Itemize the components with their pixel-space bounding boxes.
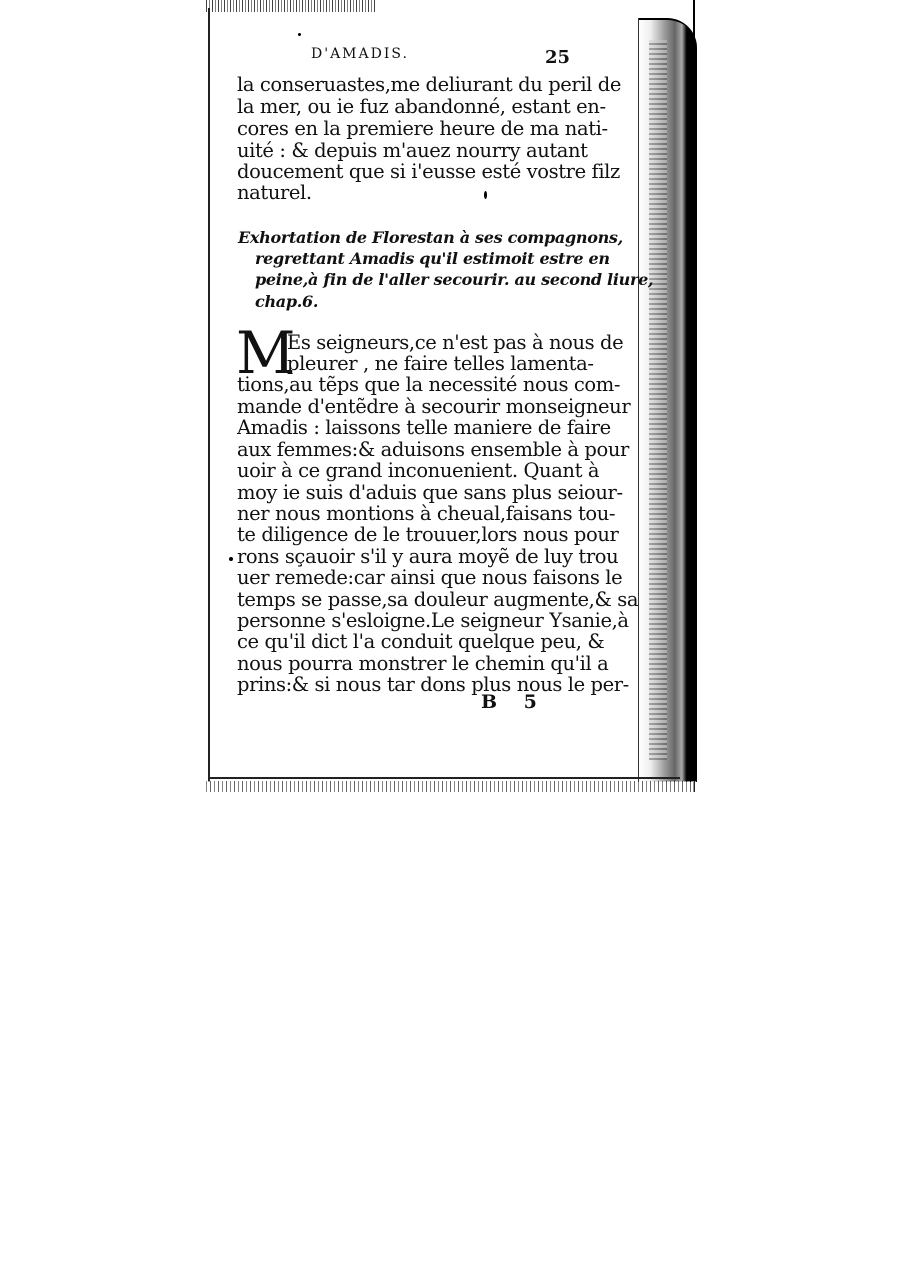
chapter-heading-line: Exhortation de Florestan à ses compagnons,: [238, 228, 623, 247]
text-line: naturel.: [237, 181, 312, 204]
text-line: te diligence de le trouuer,lors nous pour: [237, 523, 619, 546]
chapter-heading-line: chap.6.: [255, 292, 319, 311]
ink-speck: [229, 557, 233, 561]
running-title: D'AMADIS.: [311, 46, 409, 62]
text-line: tions,au tẽps que la necessité nous com-: [237, 373, 621, 396]
text-line: pleurer , ne faire telles lamenta-: [287, 352, 594, 375]
text-line: Es seigneurs,ce n'est pas à nous de: [287, 331, 624, 354]
text-line: la mer, ou ie fuz abandonné, estant en-: [237, 95, 606, 118]
text-line: temps se passe,sa douleur augmente,& sa: [237, 588, 639, 611]
text-line: personne s'esloigne.Le seigneur Ysanie,à: [237, 609, 629, 632]
chapter-heading-line: regrettant Amadis qu'il estimoit estre en: [255, 249, 610, 268]
ink-speck: [484, 191, 487, 199]
page-number: 25: [545, 47, 571, 68]
text-line: moy ie suis d'aduis que sans plus seiour-: [237, 481, 623, 504]
text-line: uer remede:car ainsi que nous faisons le: [237, 566, 623, 589]
text-line: rons sçauoir s'il y aura moyẽ de luy trou: [237, 545, 619, 568]
text-line: doucement que si i'eusse esté vostre filz: [237, 160, 620, 183]
text-line: ce qu'il dict l'a conduit quelque peu, &: [237, 630, 605, 653]
text-line: uité : & depuis m'auez nourry autant: [237, 139, 588, 162]
text-line: ner nous montions à cheual,faisans tou-: [237, 502, 616, 525]
ink-speck: [298, 33, 301, 36]
text-line: cores en la premiere heure de ma nati-: [237, 117, 608, 140]
text-line: Amadis : laissons telle maniere de faire: [237, 416, 611, 439]
chapter-heading-line: peine,à fin de l'aller secourir. au second liure,: [255, 270, 654, 289]
text-line: la conseruastes,me deliurant du peril de: [237, 73, 622, 96]
text-line: prins:& si nous tar dons plus nous le per-: [237, 673, 629, 696]
text-line: mande d'entẽdre à secourir monseigneur: [237, 395, 631, 418]
text-line: uoir à ce grand inconuenient. Quant à: [237, 459, 600, 482]
drop-cap: M: [236, 319, 296, 387]
text-line: aux femmes:& aduisons ensemble à pour: [237, 438, 629, 461]
signature-mark: B 5: [481, 691, 547, 713]
text-line: nous pourra monstrer le chemin qu'il a: [237, 652, 609, 675]
